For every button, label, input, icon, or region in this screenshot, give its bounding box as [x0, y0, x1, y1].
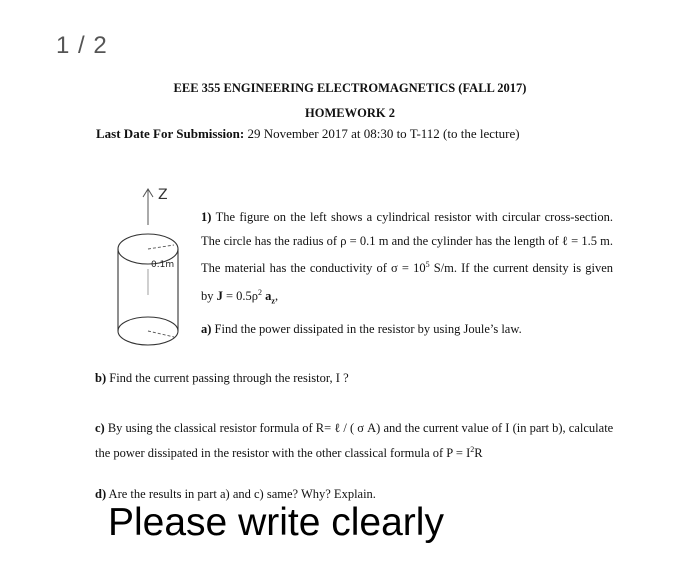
question-1-number: 1) [201, 210, 212, 224]
question-c-label: c) [95, 421, 105, 435]
question-a [201, 322, 522, 337]
current-density-expression: = 0.5ρ [222, 288, 259, 303]
radius-line [148, 245, 174, 249]
z-axis-label: Z [158, 187, 168, 203]
current-exponent: 2 [470, 445, 475, 454]
question-c-text: By using the classical resistor formula of R= ℓ / ( σ A) and the current value of I (in part b), calculate the power dissipated in the resistor with the other classical formula of P = I [95, 421, 614, 460]
question-1-end: , [274, 288, 279, 303]
current-density-symbol: J [216, 288, 223, 303]
question-a-label: a) [201, 322, 212, 336]
sigma-exponent: 5 [425, 260, 430, 269]
question-d-text: Are the results in part a) and c) same? Why? Explain. [106, 487, 376, 501]
submission-deadline [96, 126, 520, 142]
question-b [95, 371, 349, 386]
unit-vector: a [262, 288, 272, 303]
handwritten-note: Please write clearly [108, 501, 444, 544]
page-indicator: 1 / 2 [56, 32, 108, 59]
question-c-text-end: R [474, 446, 483, 460]
bottom-radius-line [148, 331, 174, 337]
question-b-label: b) [95, 371, 107, 385]
question-c [95, 417, 625, 464]
cylinder-figure [112, 185, 192, 360]
question-1-text: The figure on the left shows a cylindrical resistor with circular cross-section. The circle has the radius of ρ = 0.1 m and the cylinder has the length of ℓ = 1.5 m. The material has the conductivity of σ = 10 [201, 210, 614, 275]
rho-exponent: 2 [258, 287, 263, 297]
deadline-value: 29 November 2017 at 08:30 to T-112 (to the lecture) [247, 126, 520, 141]
question-b-text: Find the current passing through the resistor, I ? [106, 371, 349, 385]
unit-vector-subscript: z [271, 296, 275, 305]
question-d-label: d) [95, 487, 107, 501]
question-1-text-2: S/m. If the current density is given by [201, 261, 613, 303]
question-d [95, 487, 376, 502]
question-1 [201, 206, 613, 313]
homework-title: HOMEWORK 2 [305, 106, 395, 120]
radius-label: 0.1m [151, 260, 175, 270]
cylinder-drawing [112, 185, 192, 355]
document-title: EEE 355 ENGINEERING ELECTROMAGNETICS (FALL 2017) [173, 81, 527, 95]
deadline-label: Last Date For Submission: [96, 126, 245, 141]
question-a-text: Find the power dissipated in the resistor by using Joule’s law. [211, 322, 522, 336]
